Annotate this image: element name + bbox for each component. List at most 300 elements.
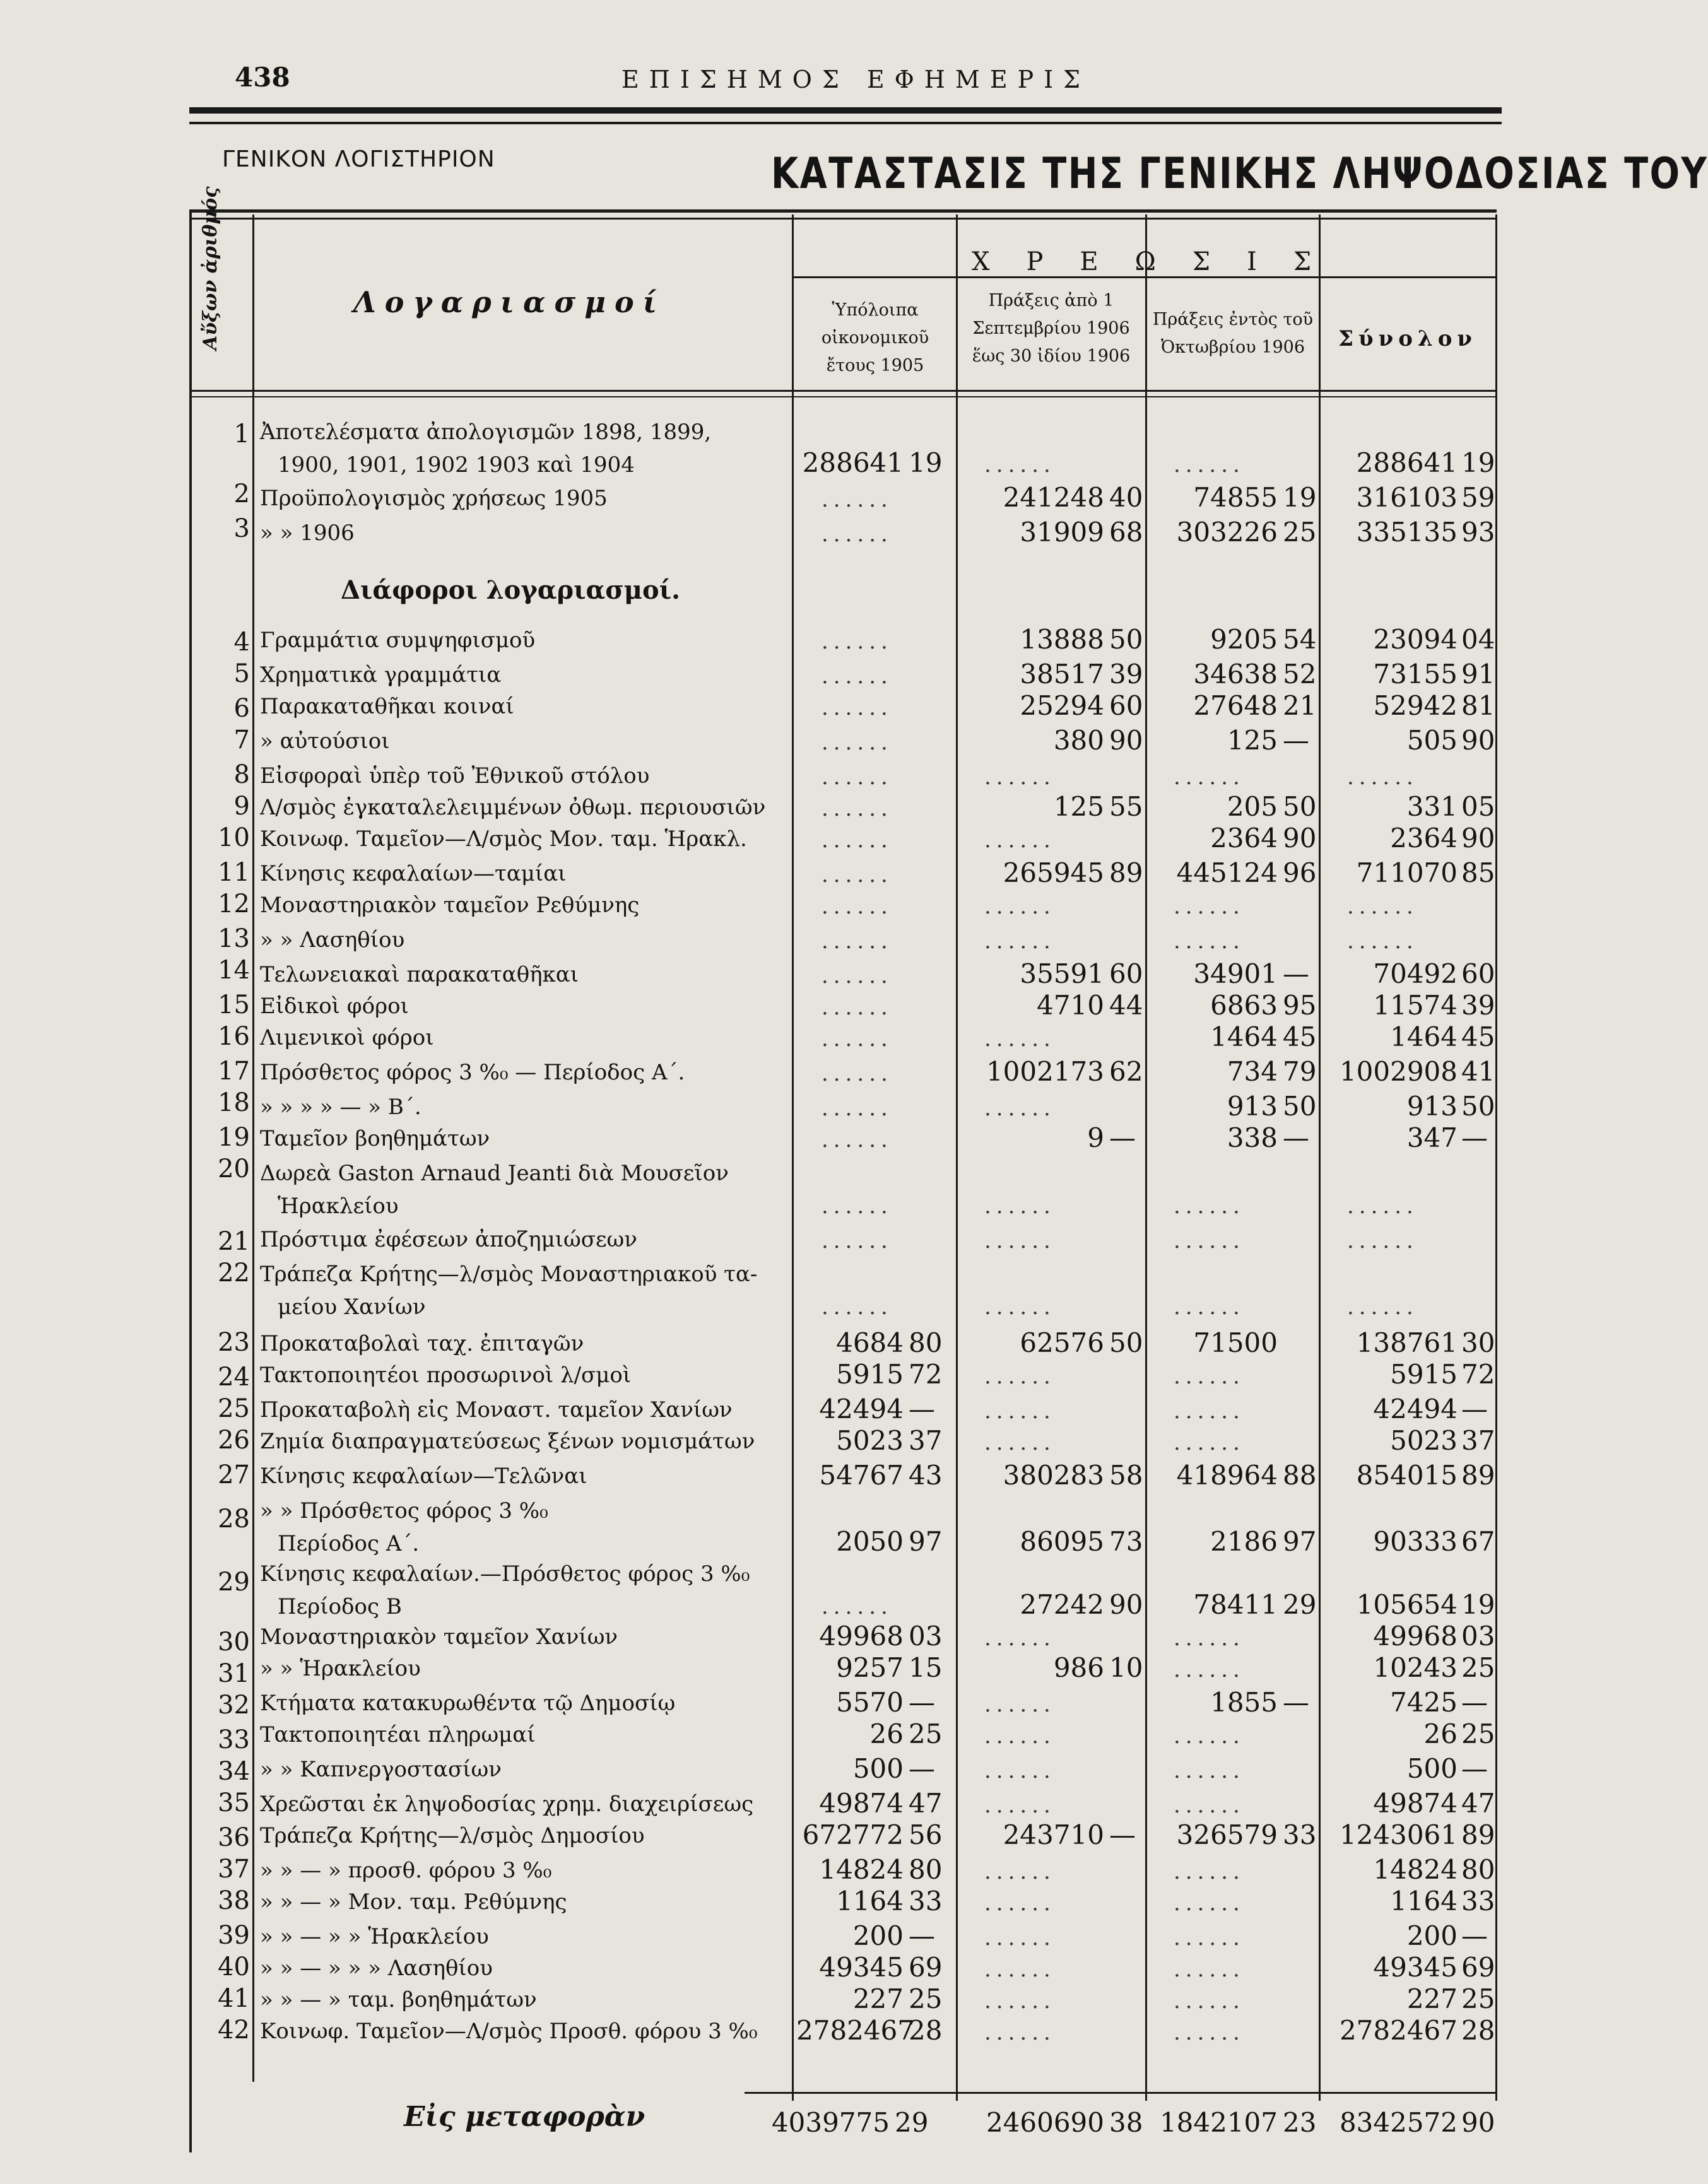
amount-c: 27648 bbox=[1193, 690, 1278, 721]
amount-t-dec: 93 bbox=[1461, 517, 1495, 548]
amount-t-dec: 37 bbox=[1461, 1425, 1495, 1456]
amount-b-dec: 60 bbox=[1109, 958, 1143, 989]
account-label: Ζημία διαπραγματεύσεως ξένων νομισμάτων bbox=[260, 1429, 755, 1454]
dot-leader: ...... bbox=[822, 828, 893, 853]
account-label-cont: 1900, 1901, 1902 1903 καὶ 1904 bbox=[278, 452, 635, 478]
amount-c: 303226 bbox=[1176, 517, 1278, 548]
amount-t-dec: 91 bbox=[1461, 659, 1495, 690]
amount-t-dec: 25 bbox=[1461, 1652, 1495, 1683]
col-divider-t bbox=[1495, 214, 1497, 2101]
row-number: 7 bbox=[233, 725, 250, 754]
row-number: 18 bbox=[218, 1088, 250, 1117]
account-label: Προϋπολογισμὸς χρήσεως 1905 bbox=[260, 486, 608, 511]
amount-b-dec: 89 bbox=[1109, 857, 1143, 888]
account-label: Κίνησις κεφαλαίων—ταμίαι bbox=[260, 861, 567, 886]
amount-a: 49345 bbox=[819, 1952, 904, 1983]
dot-leader: ...... bbox=[984, 1957, 1056, 1982]
amount-t-dec: 90 bbox=[1461, 823, 1495, 854]
amount-c: 1464 bbox=[1210, 1021, 1278, 1052]
amount-a-dec: — bbox=[909, 1687, 935, 1718]
amount-b-dec: 62 bbox=[1109, 1056, 1143, 1087]
amount-t-dec: 19 bbox=[1461, 447, 1495, 478]
amount-c-dec: 50 bbox=[1283, 791, 1317, 822]
amount-t: 5915 bbox=[1390, 1359, 1458, 1390]
amount-t-dec: 25 bbox=[1461, 1983, 1495, 2014]
account-label: » » — » » Ἡρακλείου bbox=[260, 1924, 489, 1949]
amount-t: 42494 bbox=[1373, 1394, 1458, 1424]
amount-c: 6863 bbox=[1210, 990, 1278, 1021]
amount-b-dec: 60 bbox=[1109, 690, 1143, 721]
amount-c: 2364 bbox=[1210, 823, 1278, 854]
account-label: Κοινωφ. Ταμεῖον—Λ/σμὸς Προσθ. φόρου 3 %₀ bbox=[260, 2019, 758, 2044]
amount-c: 71500 bbox=[1193, 1327, 1278, 1358]
amount-c: 78411 bbox=[1193, 1589, 1278, 1620]
dot-leader: ...... bbox=[822, 1194, 893, 1219]
amount-t: 138761 bbox=[1356, 1327, 1458, 1358]
amount-b: 1002173 bbox=[986, 1056, 1104, 1087]
col-oct-header: Πράξεις ἐντὸς τοῦ Ὀκτωβρίου 1906 bbox=[1152, 310, 1314, 357]
account-label: Κίνησις κεφαλαίων—Τελῶναι bbox=[260, 1464, 587, 1489]
dot-leader: ...... bbox=[1174, 1364, 1245, 1389]
dot-leader: ...... bbox=[984, 1692, 1056, 1717]
statement-title: ΚΑΤΑΣΤΑΣΙΣ ΤΗΣ ΓΕΝΙΚΗΣ ΛΗΨΟΔΟΣΙΑΣ ΤΟΥ bbox=[771, 149, 1708, 199]
row-number: 32 bbox=[218, 1691, 250, 1720]
dot-leader: ...... bbox=[1174, 2020, 1245, 2045]
row-number: 12 bbox=[218, 889, 250, 919]
amount-t-dec: 90 bbox=[1461, 725, 1495, 756]
amount-t-dec: 89 bbox=[1461, 1460, 1495, 1491]
account-label: Μοναστηριακὸν ταμεῖον Χανίων bbox=[260, 1624, 618, 1650]
amount-t: 316103 bbox=[1356, 482, 1458, 513]
amount-t-dec: 45 bbox=[1461, 1021, 1495, 1052]
amount-t: 49874 bbox=[1373, 1788, 1458, 1819]
footer-sept: 2460690 bbox=[986, 2107, 1104, 2138]
account-label: Πρόστιμα ἐφέσεων ἀποζημιώσεων bbox=[260, 1227, 637, 1252]
dot-leader: ...... bbox=[984, 1891, 1056, 1916]
account-label: Προκαταβολὴ εἰς Μοναστ. ταμεῖον Χανίων bbox=[260, 1397, 733, 1423]
account-label: Τακτοποιητέοι προσωρινοὶ λ/σμοὶ bbox=[260, 1363, 632, 1388]
dot-leader: ...... bbox=[1174, 1657, 1245, 1682]
amount-c-dec: — bbox=[1283, 958, 1309, 989]
amount-c-dec: 29 bbox=[1283, 1589, 1317, 1620]
amount-t: 288641 bbox=[1356, 447, 1458, 478]
row-number: 16 bbox=[218, 1022, 250, 1051]
amount-t: 73155 bbox=[1373, 659, 1458, 690]
row-number: 21 bbox=[218, 1227, 250, 1256]
amount-a: 42494 bbox=[819, 1394, 904, 1424]
amount-b: 125 bbox=[1053, 791, 1104, 822]
account-label: » » — » » » Λασηθίου bbox=[260, 1956, 493, 1981]
header-rule-thin bbox=[189, 122, 1502, 124]
amount-b-dec: 50 bbox=[1109, 624, 1143, 655]
dot-leader: ...... bbox=[1174, 1399, 1245, 1424]
row-number: 36 bbox=[218, 1823, 250, 1852]
footer-sept-dec: 38 bbox=[1109, 2107, 1143, 2138]
amount-a: 49968 bbox=[819, 1621, 904, 1652]
publication-title: ΕΠΙΣΗΜΟΣ ΕΦΗΜΕΡΙΣ bbox=[621, 66, 1091, 93]
amount-b-dec: — bbox=[1109, 1122, 1136, 1153]
amount-a-dec: 15 bbox=[909, 1652, 943, 1683]
amount-t: 1002908 bbox=[1339, 1056, 1458, 1087]
amount-a-dec: 80 bbox=[909, 1854, 943, 1885]
amount-c-dec: — bbox=[1283, 1122, 1309, 1153]
dot-leader: ...... bbox=[822, 796, 893, 821]
account-label: Κίνησις κεφαλαίων.—Πρόσθετος φόρος 3 %₀ bbox=[260, 1561, 750, 1587]
account-label: » » — » Μον. ταμ. Ρεθύμνης bbox=[260, 1889, 567, 1915]
amount-a: 26 bbox=[869, 1718, 904, 1749]
dot-leader: ...... bbox=[1174, 1891, 1245, 1916]
row-number: 14 bbox=[218, 956, 250, 985]
amount-a-dec: — bbox=[909, 1394, 935, 1424]
dot-leader: ...... bbox=[822, 487, 893, 512]
amount-b-dec: 10 bbox=[1109, 1652, 1143, 1683]
amount-a: 5570 bbox=[836, 1687, 904, 1718]
amount-t: 49345 bbox=[1373, 1952, 1458, 1983]
dot-leader: ...... bbox=[822, 1127, 893, 1153]
amount-t-dec: — bbox=[1461, 1122, 1488, 1153]
footer-total: 8342572 bbox=[1339, 2107, 1458, 2138]
dot-leader: ...... bbox=[822, 695, 893, 720]
amount-c: 1855 bbox=[1210, 1687, 1278, 1718]
amount-b: 9 bbox=[1087, 1122, 1104, 1153]
dot-leader: ...... bbox=[1174, 1793, 1245, 1818]
row-number: 34 bbox=[218, 1757, 250, 1786]
amount-b: 986 bbox=[1053, 1652, 1104, 1683]
amount-b-dec: 73 bbox=[1109, 1526, 1143, 1557]
amount-b: 27242 bbox=[1020, 1589, 1104, 1620]
amount-c: 913 bbox=[1227, 1091, 1278, 1122]
amount-a: 14824 bbox=[819, 1854, 904, 1885]
amount-t: 331 bbox=[1406, 791, 1458, 822]
row-number: 26 bbox=[218, 1426, 250, 1455]
col-divider-a bbox=[956, 214, 958, 2101]
amount-c-dec: 33 bbox=[1283, 1819, 1317, 1850]
amount-c-dec: 90 bbox=[1283, 823, 1317, 854]
account-label: » » — » ταμ. βοηθημάτων bbox=[260, 1987, 537, 2012]
amount-t: 2782467 bbox=[1339, 2015, 1458, 2046]
row-number: 20 bbox=[218, 1154, 250, 1183]
amount-a: 5023 bbox=[836, 1425, 904, 1456]
row-number: 29 bbox=[218, 1568, 250, 1597]
dot-leader: ...... bbox=[984, 828, 1056, 853]
dot-leader: ...... bbox=[822, 629, 893, 654]
amount-c-dec: 52 bbox=[1283, 659, 1317, 690]
amount-a-dec: 80 bbox=[909, 1327, 943, 1358]
amount-a-dec: 72 bbox=[909, 1359, 943, 1390]
col-serial-header: Αὔξων ἀριθμός bbox=[199, 186, 221, 350]
col-total-header: Σύνολον bbox=[1338, 326, 1477, 351]
row-number: 19 bbox=[218, 1123, 250, 1152]
amount-t: 500 bbox=[1406, 1753, 1458, 1784]
footer-balances: 4039775 bbox=[771, 2107, 890, 2138]
dot-leader: ...... bbox=[984, 765, 1056, 790]
amount-t-dec: 80 bbox=[1461, 1854, 1495, 1885]
amount-b: 38517 bbox=[1020, 659, 1104, 690]
row-number: 38 bbox=[218, 1886, 250, 1915]
amount-t-dec: 30 bbox=[1461, 1327, 1495, 1358]
row-number: 28 bbox=[218, 1505, 250, 1534]
amount-b-dec: 68 bbox=[1109, 517, 1143, 548]
amount-b: 86095 bbox=[1020, 1526, 1104, 1557]
amount-t: 335135 bbox=[1356, 517, 1458, 548]
amount-t-dec: 89 bbox=[1461, 1819, 1495, 1850]
amount-t: 1243061 bbox=[1339, 1819, 1458, 1850]
row-number: 1 bbox=[233, 420, 250, 449]
account-label: Δωρεὰ Gaston Arnaud Jeanti διὰ Μουσεῖον bbox=[260, 1161, 729, 1186]
account-label: Προκαταβολαὶ ταχ. ἐπιταγῶν bbox=[260, 1331, 584, 1356]
amount-b-dec: 39 bbox=[1109, 659, 1143, 690]
amount-b-dec: 90 bbox=[1109, 725, 1143, 756]
office-name: ΓΕΝΙΚΟΝ ΛΟΓΙΣΤΗΡΙΟΝ bbox=[222, 146, 495, 172]
amount-a: 672772 bbox=[802, 1819, 904, 1850]
row-number: 24 bbox=[218, 1363, 250, 1392]
amount-t: 105654 bbox=[1356, 1589, 1458, 1620]
account-label: Λ/σμὸς ἐγκαταλελειμμένων ὀθωμ. περιουσιῶν bbox=[260, 795, 766, 820]
amount-t: 90333 bbox=[1373, 1526, 1458, 1557]
row-number: 5 bbox=[233, 659, 250, 688]
dot-leader: ...... bbox=[1347, 1295, 1418, 1320]
carry-forward-label: Εἰς μεταφορὰν bbox=[404, 2101, 645, 2133]
row-number: 22 bbox=[218, 1259, 250, 1288]
amount-t: 7425 bbox=[1390, 1687, 1458, 1718]
amount-b-dec: 50 bbox=[1109, 1327, 1143, 1358]
dot-leader: ...... bbox=[822, 995, 893, 1020]
amount-t-dec: 69 bbox=[1461, 1952, 1495, 1983]
table-top-rule-thin bbox=[189, 218, 1497, 220]
dot-leader: ...... bbox=[1174, 1758, 1245, 1783]
row-number: 9 bbox=[233, 792, 250, 821]
amount-c-dec: 25 bbox=[1283, 517, 1317, 548]
dot-leader: ...... bbox=[984, 1925, 1056, 1951]
dot-leader: ...... bbox=[984, 929, 1056, 954]
account-label: » » » » — » Β΄. bbox=[260, 1095, 421, 1120]
amount-t-dec: 33 bbox=[1461, 1886, 1495, 1917]
dot-leader: ...... bbox=[1174, 1925, 1245, 1951]
dot-leader: ...... bbox=[984, 1859, 1056, 1884]
dot-leader: ...... bbox=[822, 963, 893, 989]
dot-leader: ...... bbox=[822, 1061, 893, 1086]
dot-leader: ...... bbox=[984, 1228, 1056, 1253]
dot-leader: ...... bbox=[1174, 1430, 1245, 1455]
row-number: 15 bbox=[218, 990, 250, 1019]
amount-c: 34901 bbox=[1193, 958, 1278, 989]
amount-t: 23094 bbox=[1373, 624, 1458, 655]
account-label: » » Λασηθίου bbox=[260, 927, 405, 953]
section-title: Διάφοροι λογαριασμοί. bbox=[341, 575, 680, 605]
row-number: 37 bbox=[218, 1855, 250, 1884]
amount-c: 205 bbox=[1227, 791, 1278, 822]
row-number: 33 bbox=[218, 1725, 250, 1754]
account-label: Γραμμάτια συμψηφισμοῦ bbox=[260, 628, 536, 653]
dot-leader: ...... bbox=[822, 1096, 893, 1121]
row-number: 40 bbox=[218, 1952, 250, 1981]
dot-leader: ...... bbox=[1347, 1228, 1418, 1253]
col-divider-b bbox=[1145, 214, 1147, 2101]
amount-b: 4710 bbox=[1037, 990, 1104, 1021]
dot-leader: ...... bbox=[822, 765, 893, 790]
amount-a-dec: 97 bbox=[909, 1526, 943, 1557]
amount-b: 380283 bbox=[1003, 1460, 1104, 1491]
dot-leader: ...... bbox=[984, 894, 1056, 919]
dot-leader: ...... bbox=[984, 1758, 1056, 1783]
amount-t: 5023 bbox=[1390, 1425, 1458, 1456]
account-label: Ἀποτελέσματα ἀπολογισμῶν 1898, 1899, bbox=[260, 420, 712, 445]
amount-a: 2782467 bbox=[796, 2015, 915, 2046]
amount-a: 227 bbox=[852, 1983, 904, 2014]
amount-t: 26 bbox=[1423, 1718, 1458, 1749]
amount-c: 74855 bbox=[1193, 482, 1278, 513]
amount-t-dec: — bbox=[1461, 1394, 1488, 1424]
amount-t: 1464 bbox=[1390, 1021, 1458, 1052]
row-number: 41 bbox=[218, 1984, 250, 2013]
header-bottom-rule bbox=[189, 390, 1497, 392]
account-label: Εἰσφοραὶ ὑπὲρ τοῦ Ἐθνικοῦ στόλου bbox=[260, 763, 650, 789]
amount-t-dec: 03 bbox=[1461, 1621, 1495, 1652]
amount-t-dec: 47 bbox=[1461, 1788, 1495, 1819]
row-number: 8 bbox=[233, 760, 250, 789]
dot-leader: ...... bbox=[984, 1430, 1056, 1455]
row-number: 30 bbox=[218, 1628, 250, 1657]
account-label: » αὐτούσιοι bbox=[260, 729, 390, 754]
account-label: Τελωνειακαὶ παρακαταθῆκαι bbox=[260, 962, 579, 987]
amount-a-dec: 43 bbox=[909, 1460, 943, 1491]
amount-c: 9205 bbox=[1210, 624, 1278, 655]
amount-t: 2364 bbox=[1390, 823, 1458, 854]
amount-t: 1164 bbox=[1390, 1886, 1458, 1917]
amount-c: 2186 bbox=[1210, 1526, 1278, 1557]
page-number: 438 bbox=[235, 62, 290, 93]
amount-t-dec: — bbox=[1461, 1753, 1488, 1784]
amount-c: 34638 bbox=[1193, 659, 1278, 690]
account-label-cont: Ἡρακλείου bbox=[278, 1194, 399, 1219]
amount-c-dec: 45 bbox=[1283, 1021, 1317, 1052]
amount-a-dec: 25 bbox=[909, 1983, 943, 2014]
row-number: 42 bbox=[218, 2016, 250, 2045]
dot-leader: ...... bbox=[984, 1295, 1056, 1320]
dot-leader: ...... bbox=[1174, 1859, 1245, 1884]
amount-b-dec: 58 bbox=[1109, 1460, 1143, 1491]
amount-c: 734 bbox=[1227, 1056, 1278, 1087]
amount-a-dec: 19 bbox=[909, 447, 943, 478]
account-label: Εἰδικοὶ φόροι bbox=[260, 994, 409, 1019]
dot-leader: ...... bbox=[984, 1988, 1056, 2014]
dot-leader: ...... bbox=[1347, 765, 1418, 790]
account-label-cont: Περίοδος Β bbox=[278, 1594, 402, 1619]
dot-leader: ...... bbox=[1174, 1988, 1245, 2014]
amount-t: 227 bbox=[1406, 1983, 1458, 2014]
account-label: Χρηματικὰ γραμμάτια bbox=[260, 662, 502, 688]
account-label: Τράπεζα Κρήτης—λ/σμὸς Δημοσίου bbox=[260, 1823, 645, 1848]
dot-leader: ...... bbox=[822, 894, 893, 919]
header-bottom-rule-thin bbox=[189, 396, 1497, 397]
amount-c: 445124 bbox=[1176, 857, 1278, 888]
amount-a-dec: 47 bbox=[909, 1788, 943, 1819]
amount-t-dec: 25 bbox=[1461, 1718, 1495, 1749]
account-label-cont: μείου Χανίων bbox=[278, 1295, 426, 1320]
amount-c-dec: 95 bbox=[1283, 990, 1317, 1021]
amount-t-dec: 67 bbox=[1461, 1526, 1495, 1557]
amount-t-dec: 81 bbox=[1461, 690, 1495, 721]
dot-leader: ...... bbox=[984, 1194, 1056, 1219]
group-rule bbox=[794, 276, 1495, 278]
account-label: Χρεῶσται ἐκ ληψοδοσίας χρημ. διαχειρίσεως bbox=[260, 1792, 754, 1817]
amount-a-dec: 33 bbox=[909, 1886, 943, 1917]
col-sept-header: Πράξεις ἀπὸ 1 Σεπτεμβρίου 1906 ἕως 30 ἰδίου 1906 bbox=[972, 291, 1131, 366]
amount-b-dec: 40 bbox=[1109, 482, 1143, 513]
account-label: Παρακαταθῆκαι κοιναί bbox=[260, 694, 514, 719]
amount-b: 31909 bbox=[1020, 517, 1104, 548]
amount-c-dec: 88 bbox=[1283, 1460, 1317, 1491]
amount-c-dec: 79 bbox=[1283, 1056, 1317, 1087]
row-number: 10 bbox=[218, 823, 250, 852]
amount-c-dec: 50 bbox=[1283, 1091, 1317, 1122]
dot-leader: ...... bbox=[1174, 1194, 1245, 1219]
amount-b: 241248 bbox=[1003, 482, 1104, 513]
amount-c: 125 bbox=[1227, 725, 1278, 756]
account-label: Τακτοποιητέαι πληρωμαί bbox=[260, 1722, 536, 1747]
dot-leader: ...... bbox=[984, 1626, 1056, 1651]
amount-a-dec: — bbox=[909, 1920, 935, 1951]
amount-t: 347 bbox=[1406, 1122, 1458, 1153]
amount-a-dec: 56 bbox=[909, 1819, 943, 1850]
amount-a: 200 bbox=[852, 1920, 904, 1951]
dot-leader: ...... bbox=[822, 1026, 893, 1052]
amount-a: 54767 bbox=[819, 1460, 904, 1491]
amount-c-dec: 96 bbox=[1283, 857, 1317, 888]
amount-a: 5915 bbox=[836, 1359, 904, 1390]
amount-t: 711070 bbox=[1356, 857, 1458, 888]
amount-t: 200 bbox=[1406, 1920, 1458, 1951]
amount-t-dec: 05 bbox=[1461, 791, 1495, 822]
amount-a-dec: — bbox=[909, 1753, 935, 1784]
row-number: 3 bbox=[233, 514, 250, 543]
amount-b-dec: 55 bbox=[1109, 791, 1143, 822]
amount-t-dec: 50 bbox=[1461, 1091, 1495, 1122]
amount-t-dec: 41 bbox=[1461, 1056, 1495, 1087]
amount-c: 326579 bbox=[1176, 1819, 1278, 1850]
dot-leader: ...... bbox=[1174, 765, 1245, 790]
dot-leader: ...... bbox=[984, 1364, 1056, 1389]
amount-c: 338 bbox=[1227, 1122, 1278, 1153]
dot-leader: ...... bbox=[984, 2020, 1056, 2045]
amount-b: 265945 bbox=[1003, 857, 1104, 888]
amount-c-dec: — bbox=[1283, 1687, 1309, 1718]
row-number: 17 bbox=[218, 1057, 250, 1086]
col-divider-serial bbox=[252, 214, 254, 2082]
amount-t-dec: — bbox=[1461, 1920, 1488, 1951]
amount-a-dec: 37 bbox=[909, 1425, 943, 1456]
amount-t-dec: — bbox=[1461, 1687, 1488, 1718]
account-label: Πρόσθετος φόρος 3 %₀ — Περίοδος Α΄. bbox=[260, 1060, 685, 1085]
amount-b: 380 bbox=[1053, 725, 1104, 756]
amount-t-dec: 72 bbox=[1461, 1359, 1495, 1390]
dot-leader: ...... bbox=[984, 1026, 1056, 1052]
amount-a: 500 bbox=[852, 1753, 904, 1784]
footer-balances-dec: 29 bbox=[895, 2107, 929, 2138]
account-label: Κτήματα κατακυρωθέντα τῷ Δημοσίῳ bbox=[260, 1691, 676, 1716]
account-label: Τράπεζα Κρήτης—λ/σμὸς Μοναστηριακοῦ τα- bbox=[260, 1262, 758, 1287]
account-label: » » 1906 bbox=[260, 520, 355, 546]
amount-t: 913 bbox=[1406, 1091, 1458, 1122]
dot-leader: ...... bbox=[1347, 894, 1418, 919]
footer-oct: 1842107 bbox=[1159, 2107, 1278, 2138]
amount-c-dec: 19 bbox=[1283, 482, 1317, 513]
amount-b: 25294 bbox=[1020, 690, 1104, 721]
amount-b: 35591 bbox=[1020, 958, 1104, 989]
footer-rule bbox=[745, 2092, 1495, 2094]
amount-t-dec: 28 bbox=[1461, 2015, 1495, 2046]
dot-leader: ...... bbox=[822, 1594, 893, 1619]
